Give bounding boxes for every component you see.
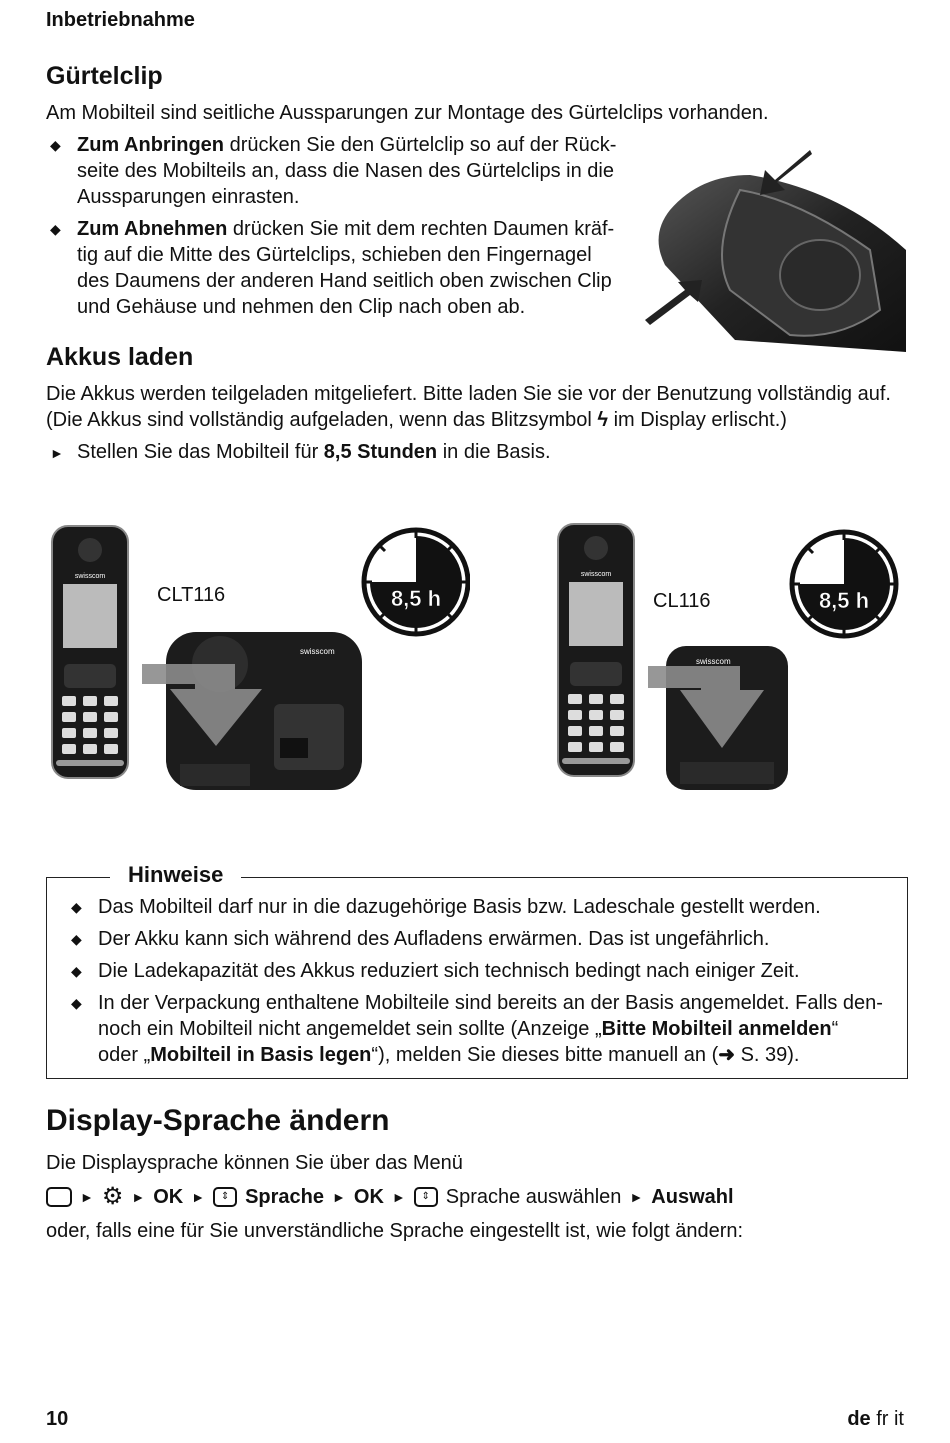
timer-label: 8,5 h (818, 588, 870, 613)
handset-brand: swisscom (580, 571, 612, 578)
sprache-item: Sprache (245, 1186, 325, 1208)
base-brand: swisscom (696, 657, 731, 666)
display-outro: oder, falls eine für Sie unverständliche Sprache eingestellt ist, wie folgt ändern: (46, 1220, 744, 1242)
arrow-icon: ► (332, 1189, 346, 1205)
akkus-title: Akkus laden (46, 343, 194, 371)
display-intro: Die Displaysprache können Sie über das Menü (46, 1152, 463, 1174)
diamond-bullet-icon: ◆ (71, 931, 82, 947)
hinweise-list (67, 894, 897, 1074)
timer-label: 8,5 h (390, 586, 442, 611)
arrow-right-icon: ➜ (718, 1044, 736, 1066)
step-arrow-icon: ► (50, 445, 64, 461)
page-number: 10 (46, 1408, 69, 1430)
list-item: ◆ Das Mobilteil darf nur in die dazugehörige Basis bzw. Ladeschale gestellt werden. (71, 896, 821, 918)
akkus-line1: Die Akkus werden teilgeladen mitgeliefert. Bitte laden Sie sie vor der Benutzung vollständig auf. (46, 383, 891, 405)
arrow-icon: ► (80, 1189, 94, 1205)
akkus-line2: (Die Akkus sind vollständig aufgeladen, wenn das Blitzsymbol ϟ im Display erlischt.) (46, 409, 787, 431)
settings-gear-icon: ⚙ (101, 1183, 124, 1210)
list-item: ◆ Zum Abnehmen drücken Sie mit dem rechten Daumen kräf- tig auf die Mitte des Gürtelclips, schieben den Fingernagel des Daumens der anderen Hand seitlich oben zwischen Clip und Gehäuse und nehmen den Clip nach oben ab. (50, 218, 615, 318)
guertelclip-intro: Am Mobilteil sind seitliche Aussparungen zur Montage des Gürtelclips vorhanden. (46, 102, 769, 124)
arrow-icon: ► (131, 1189, 146, 1205)
diamond-bullet-icon: ◆ (50, 137, 61, 153)
handset-brand: swisscom (74, 573, 106, 580)
section-header: Inbetriebnahme (46, 9, 195, 31)
language-indicator: de fr it (847, 1408, 904, 1430)
list-item: ◆ Der Akku kann sich während des Aufladens erwärmen. Das ist ungefährlich. (71, 928, 770, 950)
nav-key-icon: ⇕ (213, 1187, 237, 1207)
ok-key: OK (353, 1186, 384, 1208)
display-title: Display-Sprache ändern (46, 1104, 390, 1137)
akkus-step: ► Stellen Sie das Mobilteil für 8,5 Stunden in die Basis. (46, 439, 551, 465)
belt-clip-illustration (640, 140, 906, 352)
list-item: ◆ In der Verpackung enthaltene Mobilteile sind bereits an der Basis angemeldet. Falls den- noch ein Mobilteil nicht angemeldet sein sollte (Anzeige „Bitte Mobilteil anmelden“ oder „Mobilteil in Basis legen“), melden Sie dieses bitte manuell an (➜ S. 39). (71, 992, 883, 1066)
charging-figure-cl116 (556, 522, 901, 794)
menu-key-icon (46, 1187, 72, 1207)
nav-key-icon: ⇕ (414, 1187, 438, 1207)
list-item: ◆ Zum Anbringen drücken Sie den Gürtelclip so auf der Rück- seite des Mobilteils an, dass die Nasen des Gürtelclips in die Aussparungen einrasten. (50, 134, 617, 208)
guertelclip-list (46, 132, 636, 326)
auswahl-item: Auswahl (651, 1186, 734, 1208)
guertelclip-title: Gürtelclip (46, 62, 163, 90)
arrow-icon: ► (391, 1189, 406, 1205)
diamond-bullet-icon: ◆ (71, 963, 82, 979)
arrow-icon: ► (629, 1189, 644, 1205)
model-label-clt116: CLT116 (157, 584, 226, 606)
hinweise-title: Hinweise (110, 862, 241, 888)
menu-path (46, 1183, 734, 1211)
sprache-auswaehlen: Sprache auswählen (445, 1186, 622, 1208)
list-item: ◆ Die Ladekapazität des Akkus reduziert sich technisch bedingt nach einiger Zeit. (71, 960, 800, 982)
base-brand: swisscom (300, 647, 335, 656)
diamond-bullet-icon: ◆ (71, 995, 82, 1011)
lightning-icon: ϟ (597, 409, 609, 431)
charging-figure-clt116 (50, 524, 470, 794)
model-label-cl116: CL116 (653, 590, 711, 612)
ok-key: OK (153, 1186, 184, 1208)
diamond-bullet-icon: ◆ (50, 221, 61, 237)
diamond-bullet-icon: ◆ (71, 899, 82, 915)
arrow-icon: ► (191, 1189, 206, 1205)
